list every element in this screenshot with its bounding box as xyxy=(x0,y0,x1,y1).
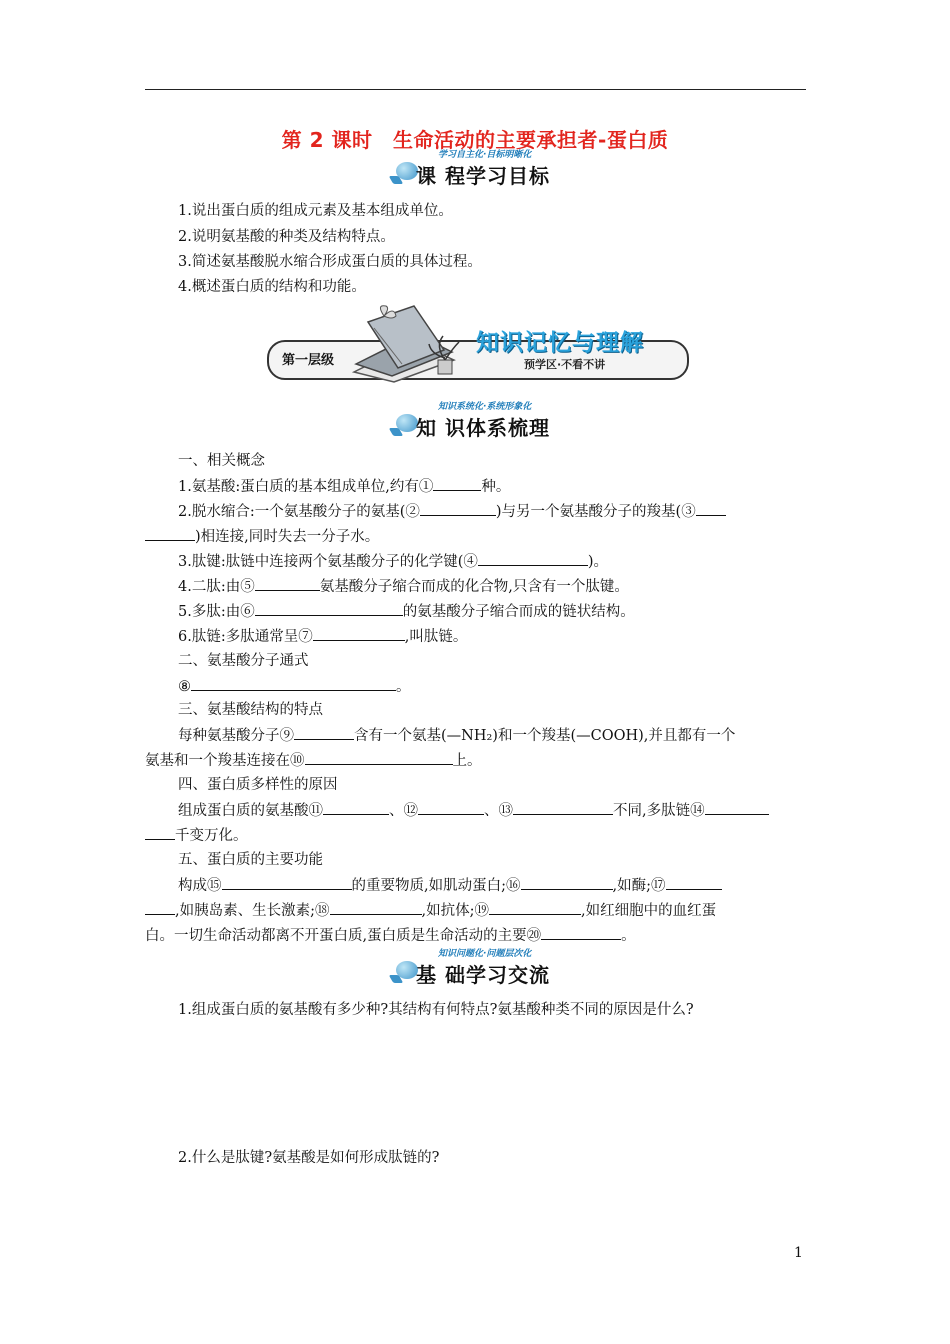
goal-item: 3.简述氨基酸脱水缩合形成蛋白质的具体过程。 xyxy=(178,254,482,270)
speech-bubble-icon xyxy=(396,414,418,432)
fill-blank[interactable] xyxy=(696,501,726,516)
section-title: 课 程学习目标 xyxy=(416,164,550,188)
fill-blank[interactable] xyxy=(513,800,613,815)
section-subtitle: 知识问题化·问题层次化 xyxy=(438,949,532,959)
text-line: 构成⑮ 的重要物质,如肌动蛋白;⑯ ,如酶;⑰ xyxy=(178,875,722,896)
heading-structure: 三、氨基酸结构的特点 xyxy=(178,702,323,718)
heading-diversity: 四、蛋白质多样性的原因 xyxy=(178,777,338,793)
heading-functions: 五、蛋白质的主要功能 xyxy=(178,852,323,868)
heading-formula: 二、氨基酸分子通式 xyxy=(178,653,309,669)
page-number: 1 xyxy=(794,1245,803,1261)
text-line: 组成蛋白质的氨基酸⑪ 、⑫ 、⑬ 不同,多肽链⑭ xyxy=(178,800,769,821)
header-rule xyxy=(145,89,806,90)
section-title: 基 础学习交流 xyxy=(416,963,550,987)
speech-bubble-icon xyxy=(396,162,418,180)
fill-blank[interactable] xyxy=(222,875,352,890)
fill-blank[interactable] xyxy=(521,875,613,890)
text-line: 千变万化。 xyxy=(145,825,248,846)
fill-blank[interactable] xyxy=(323,800,389,815)
page-title: 第 2 课时 生命活动的主要承担者-蛋白质 xyxy=(281,128,669,152)
book-plant-icon xyxy=(344,302,464,384)
text-line: 白。一切生命活动都离不开蛋白质,蛋白质是生命活动的主要⑳ 。 xyxy=(145,925,636,946)
fill-blank[interactable] xyxy=(489,900,581,915)
section-header-goals xyxy=(396,150,566,190)
section-subtitle: 学习自主化·目标明晰化 xyxy=(438,150,532,160)
fill-blank[interactable] xyxy=(541,925,621,940)
text-line: 6.肽链:多肽通常呈⑦ ,叫肽链。 xyxy=(178,626,467,647)
goal-item: 1.说出蛋白质的组成元素及基本组成单位。 xyxy=(178,203,453,219)
fill-blank[interactable] xyxy=(294,725,354,740)
banner-level-label: 第一层级 xyxy=(282,353,335,368)
question-item: 2.什么是肽键?氨基酸是如何形成肽链的? xyxy=(178,1150,440,1166)
question-item: 1.组成蛋白质的氨基酸有多少种?其结构有何特点?氨基酸种类不同的原因是什么? xyxy=(178,1002,694,1018)
text-line: 4.二肽:由⑤ 氨基酸分子缩合而成的化合物,只含有一个肽键。 xyxy=(178,576,629,597)
heading-concepts: 一、相关概念 xyxy=(178,453,265,469)
fill-blank[interactable] xyxy=(145,900,175,915)
fill-blank[interactable] xyxy=(145,825,175,840)
text-line: 1.氨基酸:蛋白质的基本组成单位,约有① 种。 xyxy=(178,476,510,497)
text-line: ,如胰岛素、生长激素;⑱ ,如抗体;⑲ ,如红细胞中的血红蛋 xyxy=(145,900,716,921)
fill-blank[interactable] xyxy=(478,551,588,566)
banner-title: 知识记忆与理解 xyxy=(476,330,644,356)
section-title: 知 识体系梳理 xyxy=(416,416,550,440)
fill-blank[interactable] xyxy=(705,800,769,815)
section-header-system xyxy=(396,402,566,442)
section-header-basic xyxy=(396,949,566,989)
fill-blank[interactable] xyxy=(666,875,722,890)
fill-blank[interactable] xyxy=(330,900,422,915)
fill-blank[interactable] xyxy=(145,526,195,541)
speech-bubble-icon xyxy=(396,961,418,979)
fill-blank[interactable] xyxy=(305,750,453,765)
text-line: )相连接,同时失去一分子水。 xyxy=(145,526,379,547)
level-banner xyxy=(262,302,688,384)
text-line: 3.肽键:肽链中连接两个氨基酸分子的化学键(④ )。 xyxy=(178,551,608,572)
text-line: 每种氨基酸分子⑨ 含有一个氨基(—NH₂)和一个羧基(—COOH),并且都有一个 xyxy=(178,725,735,746)
fill-blank[interactable] xyxy=(255,576,320,591)
fill-blank[interactable] xyxy=(313,626,405,641)
fill-blank[interactable] xyxy=(418,800,484,815)
goal-item: 4.概述蛋白质的结构和功能。 xyxy=(178,279,366,295)
text-line: 5.多肽:由⑥ 的氨基酸分子缩合而成的链状结构。 xyxy=(178,601,635,622)
banner-subtitle: 预学区·不看不讲 xyxy=(524,358,606,371)
fill-blank[interactable] xyxy=(420,501,496,516)
text-line: ⑧ 。 xyxy=(178,676,411,697)
fill-blank[interactable] xyxy=(191,676,396,691)
fill-blank[interactable] xyxy=(433,476,481,491)
text-line: 2.脱水缩合:一个氨基酸分子的氨基(② )与另一个氨基酸分子的羧基(③ xyxy=(178,501,726,522)
section-subtitle: 知识系统化·系统形象化 xyxy=(438,402,532,412)
goal-item: 2.说明氨基酸的种类及结构特点。 xyxy=(178,229,395,245)
text-line: 氨基和一个羧基连接在⑩ 上。 xyxy=(145,750,482,771)
fill-blank[interactable] xyxy=(255,601,403,616)
